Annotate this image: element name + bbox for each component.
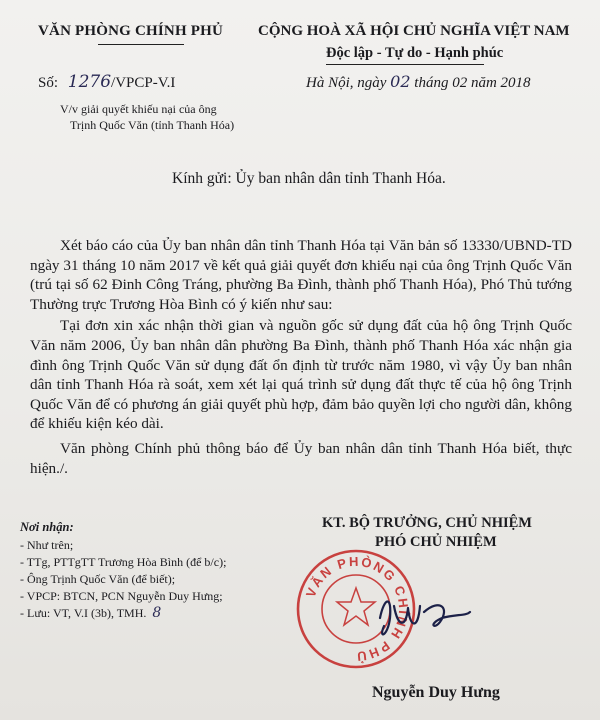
issuing-agency: VĂN PHÒNG CHÍNH PHỦ (38, 23, 224, 39)
date-line (306, 72, 531, 92)
body-paragraph-2: Tại đơn xin xác nhận thời gian và nguồn gốc sử dụng đất của hộ ông Trịnh Quốc Văn năm 2006, Ủy ban nhân dân phường Ba Đình, thành phố Thanh Hóa xác nhận gia đình ông Trịnh Quốc Văn sử dụng đất ổn định từ trước năm 1980, vì vậy Ủy ban nhân dân tỉnh Thanh Hóa rà soát, xem xét lại quá trình sử dụng đất thực tế của hộ ông Trịnh Quốc Văn để có phương án giải quyết phù hợp, đảm bảo quyền lợi cho người dân, không để khiếu kiện kéo dài. (30, 317, 572, 433)
receiver-item-text: - Lưu: VT, V.I (3b), TMH. (20, 606, 147, 620)
subject-line-2: Trịnh Quốc Văn (tỉnh Thanh Hóa) (70, 118, 235, 132)
body-paragraph-3: Văn phòng Chính phủ thông báo để Ủy ban nhân dân tỉnh Thanh Hóa biết, thực hiện./. (30, 439, 572, 477)
seal-text: VĂN PHÒNG CHÍNH PHỦ (302, 553, 412, 665)
receiver-item (20, 605, 226, 622)
handwritten-number: 1276 (67, 72, 112, 92)
national-motto: Độc lập - Tự do - Hạnh phúc (326, 45, 504, 61)
handwritten-day: 02 (390, 72, 411, 91)
recipient-line: Kính gửi: Ủy ban nhân dân tỉnh Thanh Hóa. (172, 170, 446, 187)
receiver-item: - TTg, PTTgTT Trương Hòa Bình (để b/c); (20, 555, 227, 569)
subject-line-1: V/v giải quyết khiếu nại của ông (60, 102, 217, 116)
body-paragraph-1: Xét báo cáo của Ủy ban nhân dân tỉnh Thanh Hóa tại Văn bản số 13330/UBND-TD ngày 31 tháng 10 năm 2017 về kết quả giải quyết đơn khiếu nại của ông Trịnh Quốc Văn (trú tại số 62 Đinh Công Tráng, phường Ba Đình, thành phố Thanh Hóa), Phó Thủ tướng Thường trực Trương Hòa Bình có ý kiến như sau: (30, 237, 572, 313)
receivers-title: Nơi nhận: (20, 520, 74, 534)
date-prefix: Hà Nội, ngày (306, 75, 387, 91)
signature-title-2: PHÓ CHỦ NHIỆM (375, 534, 497, 550)
receivers-list (20, 537, 226, 622)
signature-title-1: KT. BỘ TRƯỞNG, CHỦ NHIỆM (322, 515, 532, 531)
handwritten-signature (370, 578, 480, 648)
handwritten-copy-count: 8 (152, 605, 162, 621)
agency-underline (98, 44, 184, 45)
national-title: CỘNG HOÀ XÃ HỘI CHỦ NGHĨA VIỆT NAM (258, 23, 570, 39)
body-text (30, 236, 572, 478)
date-suffix: tháng 02 năm 2018 (414, 75, 531, 91)
number-prefix: Số: (38, 75, 59, 91)
document-number (38, 72, 175, 92)
motto-underline (326, 64, 484, 65)
number-suffix: /VPCP-V.I (111, 75, 176, 91)
receiver-item: - Như trên; (20, 538, 74, 552)
signer-name: Nguyễn Duy Hưng (372, 684, 500, 701)
receiver-item: - VPCP: BTCN, PCN Nguyễn Duy Hưng; (20, 589, 223, 603)
receiver-item: - Ông Trịnh Quốc Văn (để biết); (20, 572, 176, 586)
